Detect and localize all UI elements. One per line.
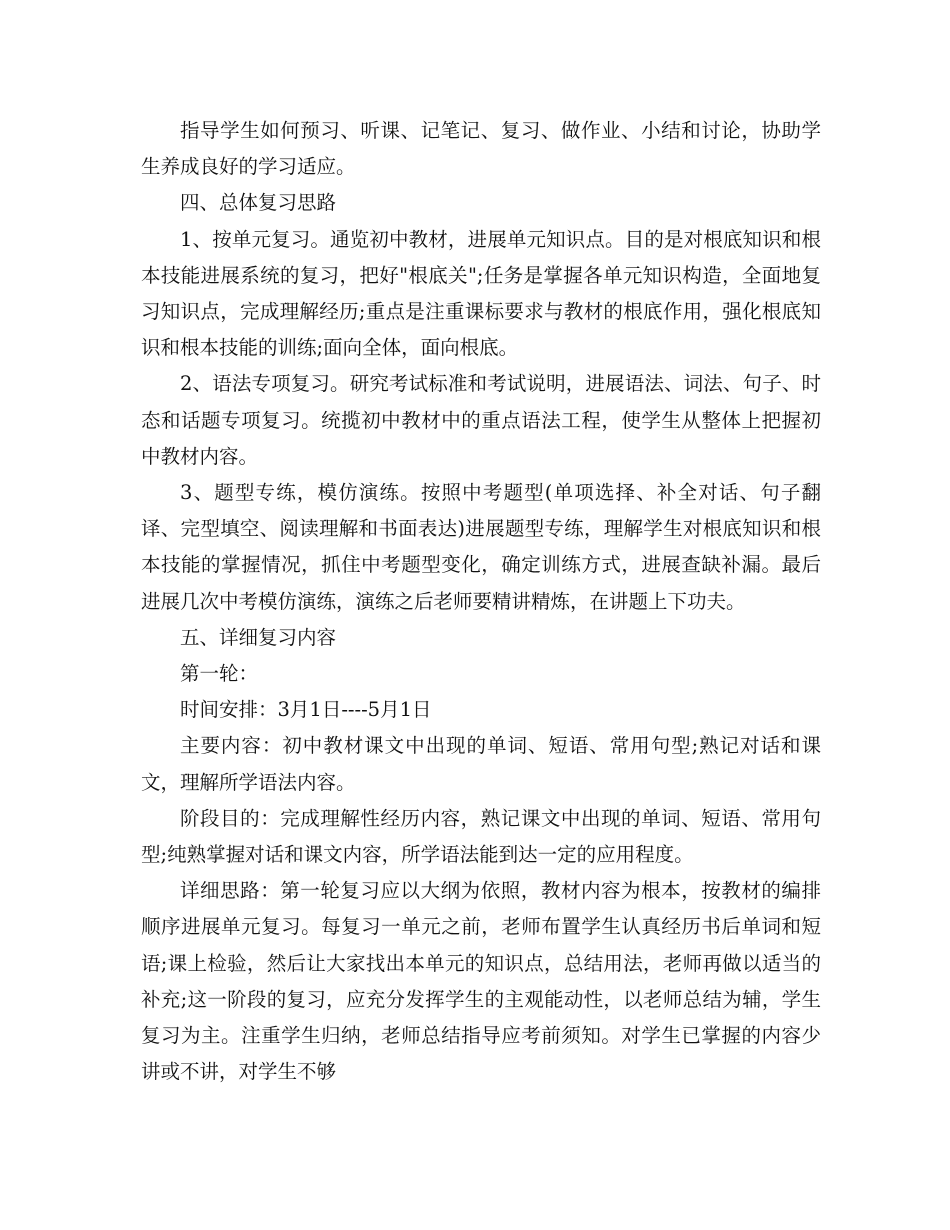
heading-detailed-review-content: 五、详细复习内容	[180, 625, 337, 649]
paragraph-detailed-approach: 详细思路：第一轮复习应以大纲为依照，教材内容为根本，按教材的编排顺序进展单元复习。每复习一单元之前，老师布置学生认真经历书后单词和短语;课上检验，然后让大家找出本单元的知识点，总结用法，老师再做以适当的补充;这一阶段的复习，应充分发挥学生的主观能动性，以老师总结为辅，学生复习为主。注重学生归纳，老师总结指导应考前须知。对学生已掌握的内容少讲或不讲，对学生不够	[141, 879, 821, 1084]
paragraph-schedule: 时间安排：3月1日----5月1日	[180, 698, 432, 722]
heading-first-round: 第一轮：	[180, 662, 259, 686]
paragraph-grammar-review: 2、语法专项复习。研究考试标准和考试说明，进展语法、词法、句子、时态和话题专项复习。统揽初中教材中的重点语法工程，使学生从整体上把握初中教材内容。	[141, 372, 821, 468]
document-body	[141, 113, 821, 1090]
paragraph-stage-goal: 阶段目的：完成理解性经历内容，熟记课文中出现的单词、短语、常用句型;纯熟掌握对话和课文内容，所学语法能到达一定的应用程度。	[141, 806, 821, 867]
heading-overall-review-approach: 四、总体复习思路	[180, 191, 337, 215]
paragraph-question-type-practice: 3、题型专练，模仿演练。按照中考题型(单项选择、补全对话、句子翻译、完型填空、阅读理解和书面表达)进展题型专练，理解学生对根底知识和根本技能的掌握情况，抓住中考题型变化，确定训练方式，进展查缺补漏。最后进展几次中考模仿演练，演练之后老师要精讲精炼，在讲题上下功夫。	[141, 481, 821, 613]
paragraph-main-content: 主要内容：初中教材课文中出现的单词、短语、常用句型;熟记对话和课文，理解所学语法内容。	[141, 734, 821, 794]
paragraph-study-habits: 指导学生如何预习、听课、记笔记、复习、做作业、小结和讨论，协助学生养成良好的学习适应。	[141, 119, 821, 179]
paragraph-unit-review: 1、按单元复习。通览初中教材，进展单元知识点。目的是对根底知识和根本技能进展系统的复习，把好"根底关";任务是掌握各单元知识构造，全面地复习知识点，完成理解经历;重点是注重课标要求与教材的根底作用，强化根底知识和根本技能的训练;面向全体，面向根底。	[141, 227, 821, 360]
